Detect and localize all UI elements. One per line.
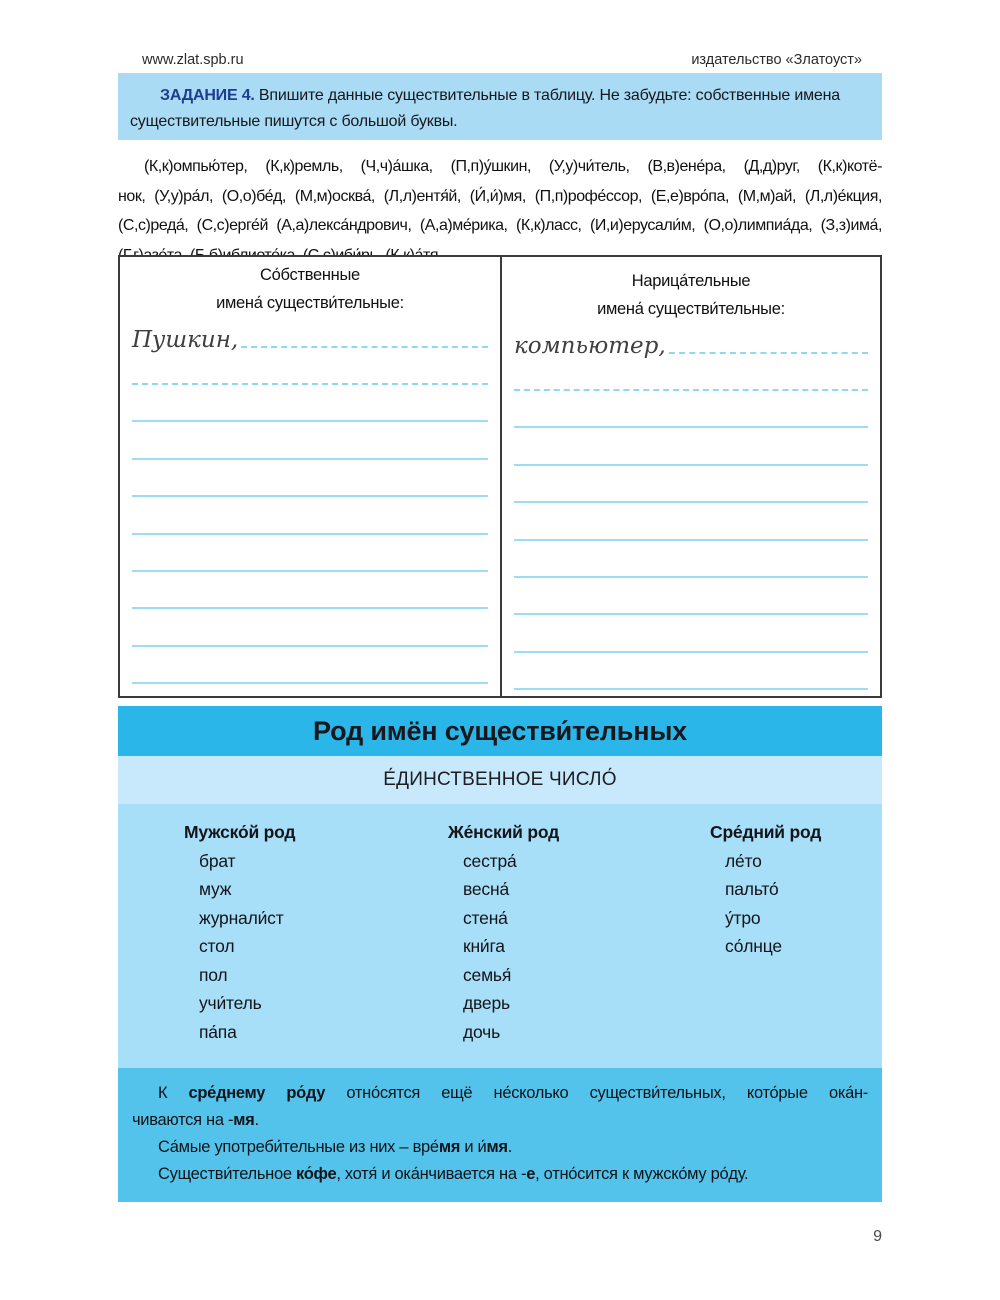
ruled-line (132, 535, 488, 572)
column-header (132, 261, 488, 317)
ruled-line (514, 541, 868, 578)
note-bold-term: мя (438, 1138, 461, 1156)
note-bold-term: мя (486, 1138, 508, 1156)
section-subtitle: Е́ДИНСТВЕННОЕ ЧИСЛО́ (383, 769, 617, 790)
gender-item: стол (199, 936, 235, 956)
masculine-column (184, 818, 448, 1068)
ruled-line (132, 647, 488, 684)
note-bold-term: сре́днему ро́ду (188, 1084, 326, 1102)
subtitle-bar (118, 756, 882, 804)
section-title-bar (118, 706, 882, 756)
column-header-line1: Со́бственные (260, 266, 360, 284)
note-segment: Са́мые употреби́тельные из них – вре́ (158, 1138, 439, 1156)
note-segment: отно́сятся ещё не́сколько существи́тельных, кото́рые ока́н- (325, 1084, 868, 1102)
handwriting-fill-line (241, 346, 488, 348)
section-title: Род имён существи́тельных (313, 715, 687, 746)
gender-item: учи́тель (199, 993, 262, 1013)
note-segment: , хотя́ и ока́нчивается на - (336, 1165, 527, 1183)
column-header (514, 267, 868, 323)
gender-table (118, 804, 882, 1068)
handwritten-row (132, 319, 488, 353)
ruled-line (132, 497, 488, 534)
note-segment: , отно́сится к мужско́му ро́ду. (535, 1165, 749, 1183)
dashed-ruled-line (132, 353, 488, 385)
word-list-line: нок, (У,у)ра́л, (О,о)бе́д, (М,м)осква́, (Л,л)ентя́й, (И́,и́)мя, (П,п)рофе́ссор, (Е,е)вро́па, (М,м)ай, (Л,л)е́кция, (118, 187, 882, 205)
column-header-line2: имена́ существи́тельные: (216, 294, 404, 312)
note-bold-term: е (526, 1165, 536, 1183)
word-list (118, 152, 882, 270)
note-bold-term: мя (233, 1111, 255, 1129)
gender-column-header: Мужско́й род (184, 822, 296, 842)
feminine-column (448, 818, 710, 1068)
gender-item: стена́ (463, 907, 508, 928)
dashed-ruled-line (514, 359, 868, 391)
handwriting-fill-line (669, 352, 868, 354)
gender-item: у́тро (725, 907, 761, 928)
grammar-note-box (118, 1068, 882, 1202)
ruled-line (514, 503, 868, 540)
note-segment: и и́ (460, 1138, 487, 1156)
ruled-line (514, 391, 868, 428)
note-segment: К (158, 1084, 189, 1102)
proper-nouns-cell (120, 257, 500, 696)
handwritten-row (514, 325, 868, 359)
handwritten-entry: Пушкин, (132, 327, 239, 353)
task-number-label: ЗАДАНИЕ 4. (160, 87, 255, 104)
ruled-line (132, 609, 488, 646)
word-list-line: (К,к)омпью́тер, (К,к)ремль, (Ч,ч)а́шка, (П,п)у́шкин, (У,у)чи́тель, (В,в)ене́ра, (Д,д)руг, (К,к)котё- (144, 158, 882, 175)
task-instruction-text: Впишите данные существительные в таблицу. Не забудьте: собственные имена существительные пишутся с большой буквы. (130, 87, 840, 130)
gender-item: семья́ (463, 964, 512, 985)
note-bold-term: ко́фе (296, 1165, 337, 1183)
page-number: 9 (873, 1228, 882, 1245)
gender-item: муж (199, 879, 232, 899)
column-header-line2: имена́ существи́тельные: (597, 300, 785, 318)
gender-item: кни́га (463, 936, 505, 956)
site-url: www.zlat.spb.ru (142, 52, 244, 68)
handwritten-entry: компьютер, (514, 333, 666, 359)
ruled-line (132, 460, 488, 497)
note-paragraph (132, 1107, 868, 1134)
gender-column-header: Же́нский род (448, 822, 560, 842)
page-header (118, 52, 882, 68)
note-segment: Существи́тельное (158, 1165, 296, 1183)
gender-column-header: Сре́дний род (710, 822, 822, 842)
gender-item: со́лнце (725, 936, 782, 956)
ruled-line (514, 428, 868, 465)
fill-in-table (118, 255, 882, 698)
gender-item: пол (199, 964, 228, 985)
ruled-line (514, 466, 868, 503)
gender-item: весна́ (463, 879, 509, 899)
note-paragraph (132, 1161, 868, 1188)
gender-item: пальто́ (725, 879, 779, 899)
gender-item: журнали́ст (199, 907, 284, 928)
ruled-line (514, 615, 868, 652)
common-nouns-cell (500, 257, 880, 696)
column-header-line1: Нарица́тельные (631, 272, 751, 290)
ruled-line (132, 422, 488, 459)
gender-item: па́па (199, 1021, 237, 1042)
word-list-line: (С,с)реда́, (С,с)ерге́й (А,а)лекса́ндрович, (А,а)ме́рика, (К,к)ласс, (И,и)ерусали́м, (О,о)лимпиа́да, (З,з)има́, (118, 217, 882, 234)
gender-item: сестра́ (463, 850, 517, 871)
neuter-column (710, 818, 882, 1068)
task-instruction (130, 83, 868, 135)
gender-item: дверь (463, 993, 510, 1013)
note-segment: чиваются на - (132, 1111, 234, 1129)
ruled-line (514, 653, 868, 690)
note-paragraph (132, 1134, 868, 1161)
publisher-label: издательство «Златоуст» (691, 52, 862, 68)
gender-item: ле́то (725, 850, 762, 871)
task-box (118, 73, 882, 140)
gender-item: брат (199, 850, 236, 871)
ruled-line (132, 385, 488, 422)
note-paragraph (132, 1080, 868, 1107)
ruled-line (514, 578, 868, 615)
note-segment: . (507, 1138, 512, 1156)
gender-item: дочь (463, 1021, 500, 1042)
ruled-line (132, 572, 488, 609)
note-segment: . (254, 1111, 259, 1129)
